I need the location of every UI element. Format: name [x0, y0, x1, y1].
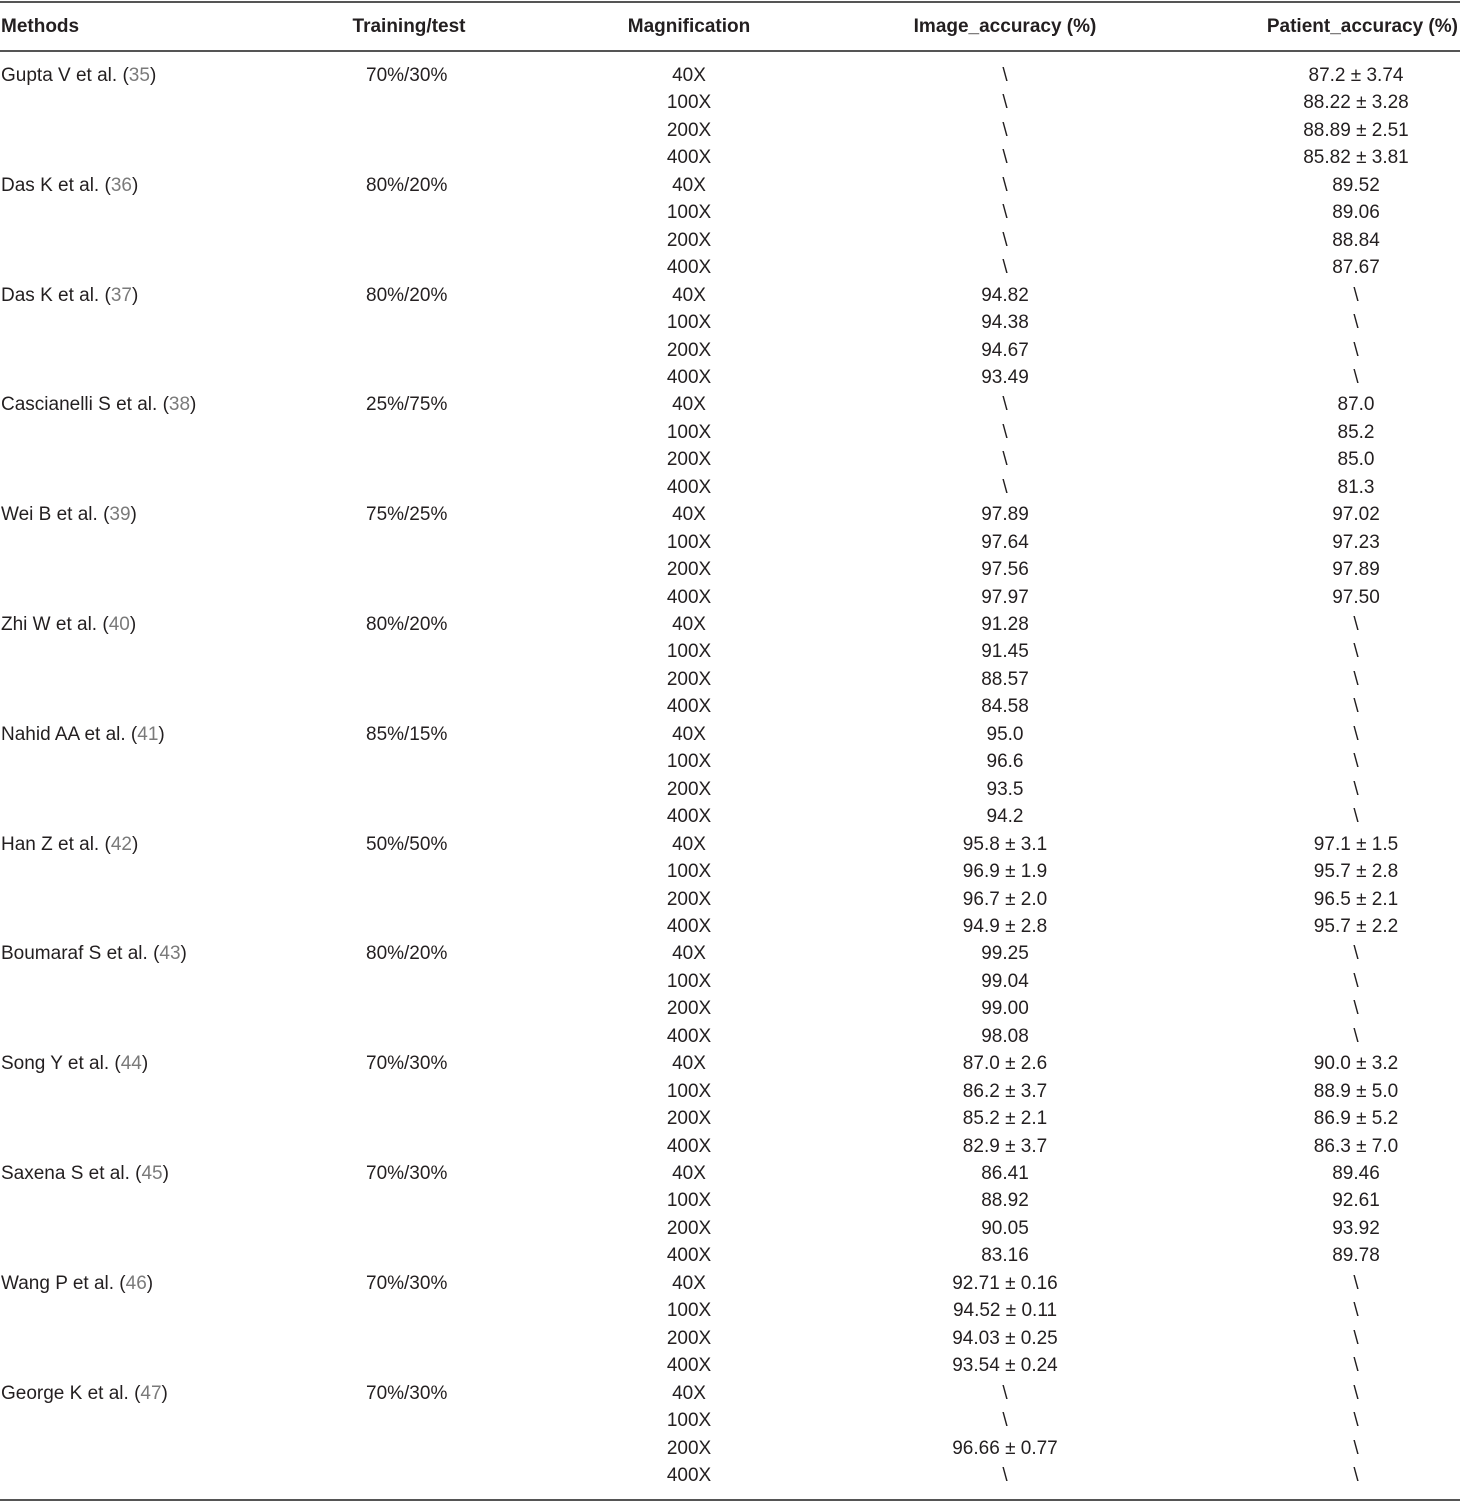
method-close-paren: ): [180, 943, 187, 964]
patient-accuracy-cell: \: [1353, 1328, 1359, 1349]
magnification-cell: 200X: [666, 779, 712, 800]
method-cell: [1, 831, 138, 858]
method-cell: [1, 282, 138, 309]
magnification-cell: 40X: [672, 943, 706, 964]
patient-accuracy-cell: \: [1353, 1273, 1359, 1294]
split-cell: 80%/20%: [366, 175, 448, 196]
method-close-paren: ): [131, 175, 139, 196]
image-accuracy-cell: \: [1002, 477, 1008, 498]
method-author: Han Z et al. (: [1, 834, 111, 855]
magnification-cell: 40X: [672, 394, 706, 415]
magnification-cell: 400X: [666, 1136, 712, 1157]
reference-link[interactable]: 43: [159, 943, 181, 964]
patient-accuracy-cell: \: [1353, 971, 1359, 992]
split-cell: 80%/20%: [366, 285, 448, 306]
image-accuracy-cell: 97.89: [981, 504, 1029, 525]
image-accuracy-cell: \: [1002, 394, 1008, 415]
image-accuracy-cell: 82.9 ± 3.7: [962, 1136, 1048, 1157]
patient-accuracy-cell: \: [1353, 1383, 1359, 1404]
image-accuracy-cell: 99.00: [981, 998, 1029, 1019]
image-accuracy-cell: 88.57: [981, 669, 1029, 690]
magnification-cell: 200X: [666, 1108, 712, 1129]
reference-link[interactable]: 38: [168, 394, 191, 415]
method-author: Wang P et al. (: [1, 1273, 126, 1294]
magnification-cell: 100X: [666, 1300, 712, 1321]
split-cell: 70%/30%: [366, 65, 448, 86]
patient-accuracy-cell: \: [1353, 806, 1359, 827]
magnification-cell: 400X: [666, 1026, 712, 1047]
magnification-cell: 100X: [666, 202, 712, 223]
magnification-cell: 40X: [672, 1273, 706, 1294]
patient-accuracy-cell: 97.02: [1332, 504, 1380, 525]
method-close-paren: ): [131, 285, 139, 306]
reference-link[interactable]: 47: [140, 1383, 162, 1404]
method-cell: [1, 1050, 148, 1077]
image-accuracy-cell: 94.82: [981, 285, 1029, 306]
split-cell: 80%/20%: [366, 614, 448, 635]
magnification-cell: 40X: [672, 1383, 706, 1404]
patient-accuracy-cell: \: [1353, 1465, 1359, 1486]
patient-accuracy-cell: 95.7 ± 2.2: [1313, 916, 1399, 937]
magnification-cell: 40X: [672, 614, 706, 635]
method-cell: [1, 1270, 153, 1297]
split-cell: 75%/25%: [366, 504, 448, 525]
patient-accuracy-cell: \: [1353, 724, 1359, 745]
magnification-cell: 200X: [666, 998, 712, 1019]
method-close-paren: ): [149, 65, 157, 86]
magnification-cell: 100X: [666, 1081, 712, 1102]
patient-accuracy-cell: \: [1353, 312, 1359, 333]
patient-accuracy-cell: 86.9 ± 5.2: [1313, 1108, 1399, 1129]
image-accuracy-cell: \: [1002, 1465, 1008, 1486]
image-accuracy-cell: 96.6: [986, 751, 1024, 772]
split-cell: 50%/50%: [366, 834, 448, 855]
patient-accuracy-cell: 87.0: [1337, 394, 1375, 415]
magnification-cell: 200X: [666, 340, 712, 361]
magnification-cell: 400X: [666, 1245, 712, 1266]
patient-accuracy-cell: 89.52: [1332, 175, 1380, 196]
split-cell: 25%/75%: [366, 394, 448, 415]
magnification-cell: 100X: [666, 751, 712, 772]
method-author: Gupta V et al. (: [1, 65, 129, 86]
split-cell: 85%/15%: [366, 724, 448, 745]
patient-accuracy-cell: \: [1353, 943, 1359, 964]
patient-accuracy-cell: 85.82 ± 3.81: [1303, 147, 1409, 168]
image-accuracy-cell: 94.52 ± 0.11: [952, 1300, 1058, 1321]
method-cell: [1, 940, 187, 967]
method-close-paren: ): [129, 614, 137, 635]
header-methods: Methods: [1, 16, 80, 37]
patient-accuracy-cell: 97.1 ± 1.5: [1313, 834, 1399, 855]
magnification-cell: 400X: [666, 696, 712, 717]
image-accuracy-cell: 95.8 ± 3.1: [962, 834, 1048, 855]
method-author: Boumaraf S et al. (: [1, 943, 160, 964]
patient-accuracy-cell: 95.7 ± 2.8: [1313, 861, 1399, 882]
image-accuracy-cell: \: [1002, 175, 1008, 196]
method-close-paren: ): [190, 394, 197, 415]
patient-accuracy-cell: \: [1353, 779, 1359, 800]
method-close-paren: ): [158, 724, 165, 745]
method-author: Das K et al. (: [1, 285, 111, 306]
method-author: Das K et al. (: [1, 175, 111, 196]
patient-accuracy-cell: \: [1353, 1410, 1359, 1431]
patient-accuracy-cell: 81.3: [1337, 477, 1375, 498]
image-accuracy-cell: 97.97: [981, 587, 1029, 608]
patient-accuracy-cell: 97.50: [1332, 587, 1380, 608]
image-accuracy-cell: 96.7 ± 2.0: [962, 889, 1048, 910]
patient-accuracy-cell: 87.2 ± 3.74: [1308, 65, 1404, 86]
method-author: Saxena S et al. (: [1, 1163, 142, 1184]
method-author: Song Y et al. (: [1, 1053, 121, 1074]
method-close-paren: ): [131, 834, 139, 855]
magnification-cell: 400X: [666, 1465, 712, 1486]
method-cell: [1, 501, 137, 528]
reference-link[interactable]: 35: [128, 65, 150, 86]
method-close-paren: ): [162, 1163, 169, 1184]
reference-link[interactable]: 37: [110, 285, 132, 306]
patient-accuracy-cell: \: [1353, 1355, 1359, 1376]
image-accuracy-cell: 95.0: [986, 724, 1024, 745]
magnification-cell: 100X: [666, 641, 712, 662]
image-accuracy-cell: 91.45: [981, 641, 1029, 662]
image-accuracy-cell: \: [1002, 120, 1008, 141]
patient-accuracy-cell: 92.61: [1332, 1190, 1380, 1211]
image-accuracy-cell: 94.03 ± 0.25: [952, 1328, 1058, 1349]
image-accuracy-cell: \: [1002, 257, 1008, 278]
patient-accuracy-cell: \: [1353, 641, 1359, 662]
magnification-cell: 40X: [672, 175, 706, 196]
table-top-rule: [0, 1, 1460, 3]
image-accuracy-cell: 97.64: [981, 532, 1029, 553]
method-author: Nahid AA et al. (: [1, 724, 138, 745]
image-accuracy-cell: 86.41: [981, 1163, 1029, 1184]
method-author: Zhi W et al. (: [1, 614, 109, 635]
magnification-cell: 200X: [666, 1438, 712, 1459]
magnification-cell: 100X: [666, 92, 712, 113]
image-accuracy-cell: 92.71 ± 0.16: [952, 1273, 1058, 1294]
method-cell: [1, 721, 165, 748]
split-cell: 70%/30%: [366, 1053, 448, 1074]
image-accuracy-cell: \: [1002, 92, 1008, 113]
image-accuracy-cell: 91.28: [981, 614, 1029, 635]
patient-accuracy-cell: 85.0: [1337, 449, 1375, 470]
patient-accuracy-cell: 87.67: [1332, 257, 1380, 278]
image-accuracy-cell: 85.2 ± 2.1: [962, 1108, 1048, 1129]
image-accuracy-cell: 94.67: [981, 340, 1029, 361]
table-bottom-rule: [0, 1499, 1460, 1501]
patient-accuracy-cell: \: [1353, 1026, 1359, 1047]
image-accuracy-cell: 94.2: [986, 806, 1024, 827]
method-cell: [1, 1380, 168, 1407]
patient-accuracy-cell: 89.78: [1332, 1245, 1380, 1266]
magnification-cell: 200X: [666, 1218, 712, 1239]
magnification-cell: 400X: [666, 587, 712, 608]
method-author: Wei B et al. (: [1, 504, 110, 525]
split-cell: 70%/30%: [366, 1383, 448, 1404]
magnification-cell: 400X: [666, 1355, 712, 1376]
image-accuracy-cell: \: [1002, 449, 1008, 470]
patient-accuracy-cell: \: [1353, 669, 1359, 690]
image-accuracy-cell: \: [1002, 422, 1008, 443]
image-accuracy-cell: 84.58: [981, 696, 1029, 717]
image-accuracy-cell: 99.25: [981, 943, 1029, 964]
split-cell: 70%/30%: [366, 1163, 448, 1184]
magnification-cell: 100X: [666, 971, 712, 992]
magnification-cell: 100X: [666, 861, 712, 882]
magnification-cell: 200X: [666, 889, 712, 910]
method-cell: [1, 1160, 169, 1187]
method-cell: [1, 611, 136, 638]
magnification-cell: 100X: [666, 1190, 712, 1211]
image-accuracy-cell: 88.92: [981, 1190, 1029, 1211]
method-author: George K et al. (: [1, 1383, 141, 1404]
patient-accuracy-cell: \: [1353, 696, 1359, 717]
magnification-cell: 400X: [666, 477, 712, 498]
image-accuracy-cell: 83.16: [981, 1245, 1029, 1266]
image-accuracy-cell: 93.54 ± 0.24: [952, 1355, 1058, 1376]
magnification-cell: 400X: [666, 806, 712, 827]
image-accuracy-cell: 97.56: [981, 559, 1029, 580]
magnification-cell: 100X: [666, 1410, 712, 1431]
patient-accuracy-cell: 93.92: [1332, 1218, 1380, 1239]
magnification-cell: 40X: [672, 1163, 706, 1184]
image-accuracy-cell: \: [1002, 65, 1008, 86]
patient-accuracy-cell: \: [1353, 751, 1359, 772]
magnification-cell: 40X: [672, 724, 706, 745]
magnification-cell: 100X: [666, 312, 712, 333]
patient-accuracy-cell: 88.22 ± 3.28: [1303, 92, 1409, 113]
patient-accuracy-cell: \: [1353, 614, 1359, 635]
header-magnification: Magnification: [627, 16, 751, 37]
magnification-cell: 100X: [666, 422, 712, 443]
image-accuracy-cell: \: [1002, 202, 1008, 223]
patient-accuracy-cell: \: [1353, 340, 1359, 361]
image-accuracy-cell: 87.0 ± 2.6: [962, 1053, 1048, 1074]
patient-accuracy-cell: \: [1353, 998, 1359, 1019]
method-cell: [1, 62, 156, 89]
method-cell: [1, 391, 196, 418]
reference-link[interactable]: 39: [109, 504, 131, 525]
image-accuracy-cell: \: [1002, 230, 1008, 251]
image-accuracy-cell: 93.5: [986, 779, 1024, 800]
patient-accuracy-cell: 89.46: [1332, 1163, 1380, 1184]
patient-accuracy-cell: 90.0 ± 3.2: [1313, 1053, 1399, 1074]
patient-accuracy-cell: 86.3 ± 7.0: [1313, 1136, 1399, 1157]
image-accuracy-cell: 94.38: [981, 312, 1029, 333]
patient-accuracy-cell: 85.2: [1337, 422, 1375, 443]
reference-link[interactable]: 41: [137, 724, 159, 745]
reference-link[interactable]: 40: [108, 614, 130, 635]
reference-link[interactable]: 46: [125, 1273, 147, 1294]
patient-accuracy-cell: 96.5 ± 2.1: [1313, 889, 1399, 910]
image-accuracy-cell: 99.04: [981, 971, 1029, 992]
method-close-paren: ): [146, 1273, 154, 1294]
method-close-paren: ): [141, 1053, 149, 1074]
method-cell: [1, 172, 138, 199]
image-accuracy-cell: 98.08: [981, 1026, 1029, 1047]
header-training-test: Training/test: [352, 16, 466, 37]
magnification-cell: 40X: [672, 65, 706, 86]
image-accuracy-cell: 96.66 ± 0.77: [952, 1438, 1058, 1459]
patient-accuracy-cell: 89.06: [1332, 202, 1380, 223]
magnification-cell: 400X: [666, 367, 712, 388]
image-accuracy-cell: 94.9 ± 2.8: [962, 916, 1048, 937]
method-close-paren: ): [161, 1383, 168, 1404]
patient-accuracy-cell: 97.23: [1332, 532, 1380, 553]
image-accuracy-cell: 96.9 ± 1.9: [962, 861, 1048, 882]
image-accuracy-cell: \: [1002, 147, 1008, 168]
patient-accuracy-cell: 97.89: [1332, 559, 1380, 580]
image-accuracy-cell: 93.49: [981, 367, 1029, 388]
table-header-rule: [0, 50, 1460, 52]
reference-link[interactable]: 42: [110, 834, 132, 855]
split-cell: 80%/20%: [366, 943, 448, 964]
patient-accuracy-cell: \: [1353, 1300, 1359, 1321]
patient-accuracy-cell: \: [1353, 285, 1359, 306]
header-patient-accuracy: Patient_accuracy (%): [1266, 16, 1458, 37]
magnification-cell: 40X: [672, 834, 706, 855]
magnification-cell: 40X: [672, 1053, 706, 1074]
magnification-cell: 100X: [666, 532, 712, 553]
reference-link[interactable]: 36: [110, 175, 132, 196]
magnification-cell: 400X: [666, 916, 712, 937]
magnification-cell: 200X: [666, 449, 712, 470]
image-accuracy-cell: 90.05: [981, 1218, 1029, 1239]
magnification-cell: 200X: [666, 559, 712, 580]
table-header: [0, 13, 1460, 41]
magnification-cell: 40X: [672, 285, 706, 306]
patient-accuracy-cell: 88.89 ± 2.51: [1303, 120, 1409, 141]
magnification-cell: 400X: [666, 257, 712, 278]
magnification-cell: 200X: [666, 120, 712, 141]
method-close-paren: ): [130, 504, 137, 525]
image-accuracy-cell: \: [1002, 1410, 1008, 1431]
magnification-cell: 200X: [666, 1328, 712, 1349]
magnification-cell: 200X: [666, 669, 712, 690]
patient-accuracy-cell: \: [1353, 367, 1359, 388]
patient-accuracy-cell: 88.9 ± 5.0: [1313, 1081, 1399, 1102]
image-accuracy-cell: 86.2 ± 3.7: [962, 1081, 1048, 1102]
method-author: Cascianelli S et al. (: [1, 394, 169, 415]
patient-accuracy-cell: \: [1353, 1438, 1359, 1459]
patient-accuracy-cell: 88.84: [1332, 230, 1380, 251]
header-image-accuracy: Image_accuracy (%): [913, 16, 1097, 37]
magnification-cell: 200X: [666, 230, 712, 251]
magnification-cell: 400X: [666, 147, 712, 168]
reference-link[interactable]: 44: [120, 1053, 142, 1074]
image-accuracy-cell: \: [1002, 1383, 1008, 1404]
magnification-cell: 40X: [672, 504, 706, 525]
split-cell: 70%/30%: [366, 1273, 448, 1294]
reference-link[interactable]: 45: [141, 1163, 163, 1184]
